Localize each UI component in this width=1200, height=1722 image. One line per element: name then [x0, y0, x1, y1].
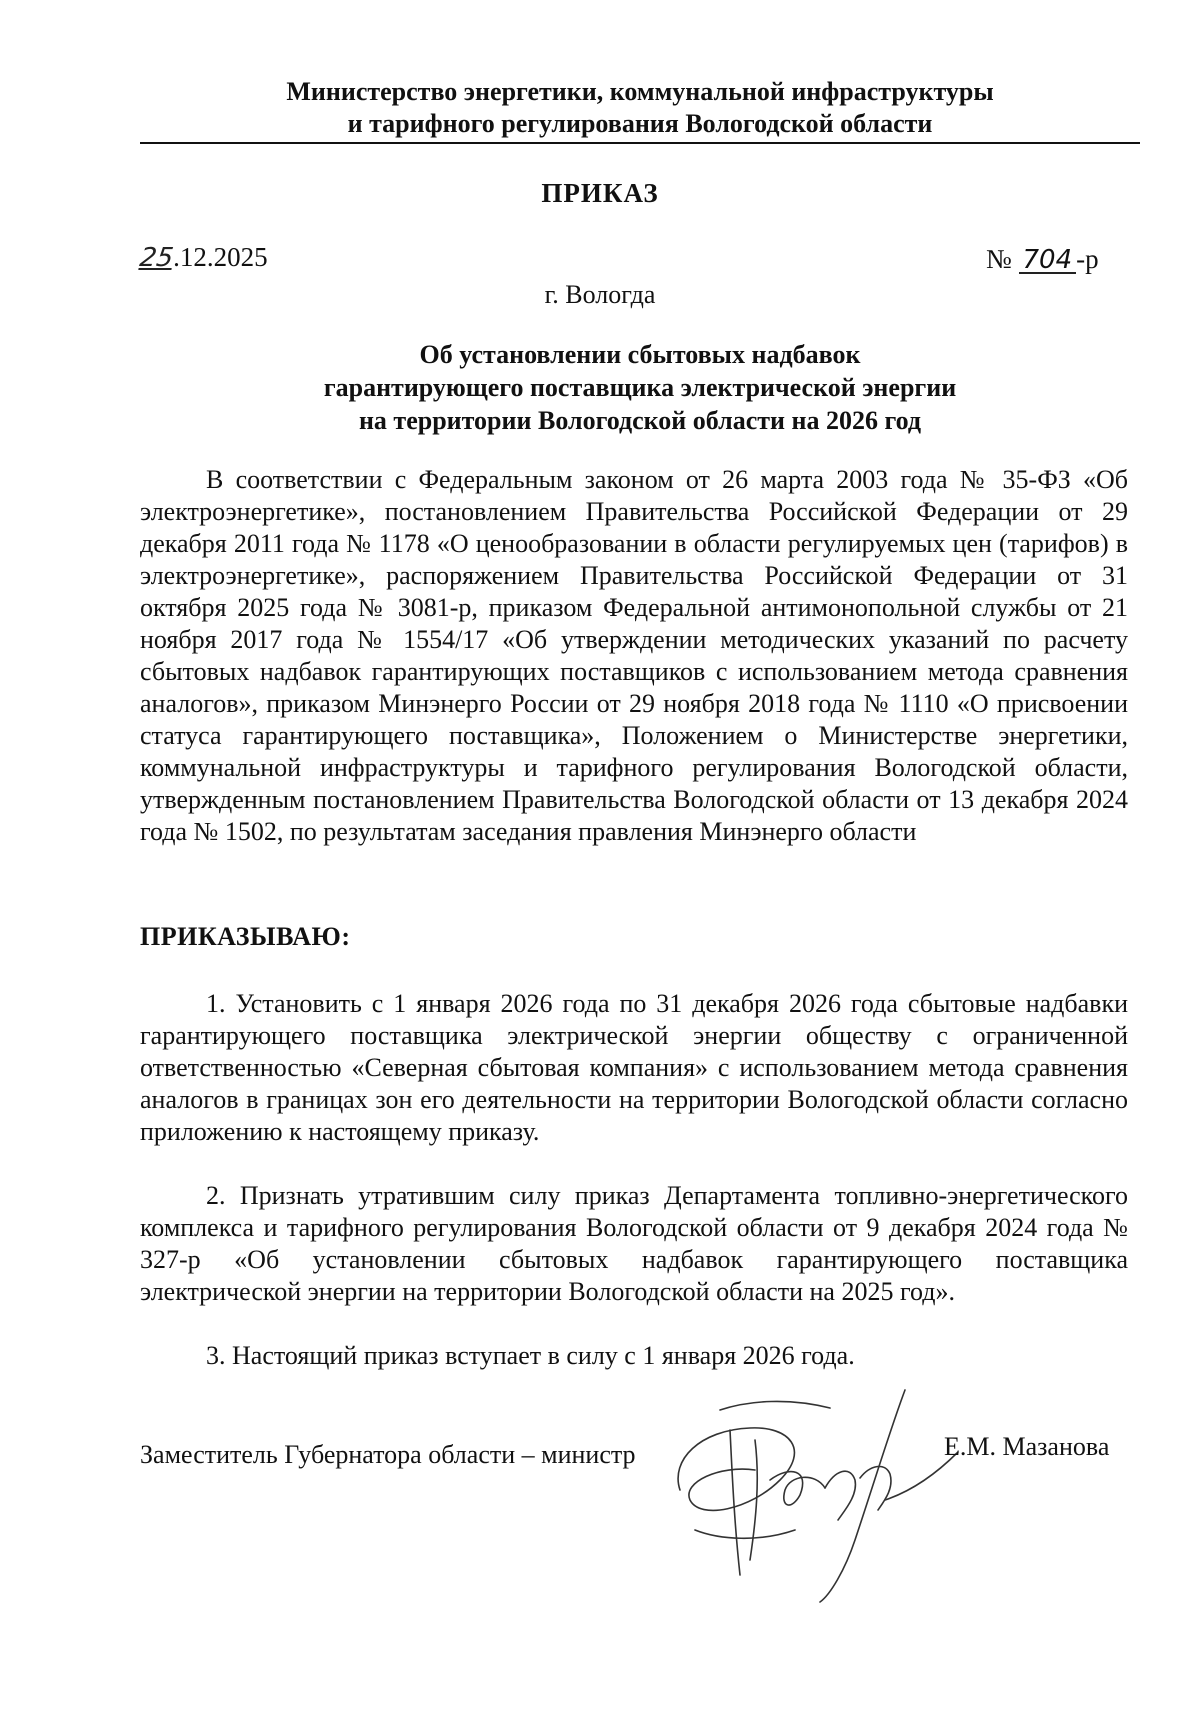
- order-date: [137, 242, 268, 273]
- order-number: [986, 244, 1099, 275]
- preamble-paragraph: В соответствии с Федеральным законом от 26 марта 2003 года № 35-ФЗ «Об электроэнергетике», постановлением Правительства Российской Федерации от 29 декабря 2011 года № 1178 «О ценообразовании в области регулируемых цен (тарифов) в электроэнергетике», распоряжением Правительства Российской Федерации от 31 октября 2025 года № 3081-р, приказом Федеральной антимонопольной службы от 21 ноября 2017 года № 1554/17 «Об утверждении методических указаний по расчету сбытовых надбавок гарантирующих поставщиков с использованием метода сравнения аналогов», приказом Минэнерго России от 29 ноября 2018 года № 1110 «О присвоении статуса гарантирующего поставщика», Положением о Министерстве энергетики, коммунальной инфраструктуры и тарифного регулирования Вологодской области, утвержденным постановлением Правительства Вологодской области от 13 декабря 2024 года № 1502, по результатам заседания правления Минэнерго области: [140, 465, 1128, 846]
- city: г. Вологда: [544, 280, 656, 309]
- number-prefix: №: [986, 244, 1019, 274]
- signatory-name: Е.М. Мазанова: [944, 1432, 1110, 1461]
- header-divider: [140, 142, 1140, 144]
- date-rest: .12.2025: [173, 242, 268, 272]
- signatory-position: Заместитель Губернатора области – министр: [140, 1440, 636, 1469]
- document-type-title: ПРИКАЗ: [541, 178, 659, 208]
- number-suffix: -р: [1076, 244, 1099, 274]
- organization-name-line1: Министерство энергетики, коммунальной инфраструктуры: [286, 77, 994, 106]
- order-item-3: 3. Настоящий приказ вступает в силу с 1 января 2026 года.: [206, 1341, 855, 1370]
- subject-line3: на территории Вологодской области на 2026 год: [358, 406, 922, 435]
- decree-word: ПРИКАЗЫВАЮ:: [140, 922, 351, 951]
- organization-name-line2: и тарифного регулирования Вологодской области: [347, 109, 933, 138]
- order-item-1: 1. Установить с 1 января 2026 года по 31 декабря 2026 года сбытовые надбавки гарантирующего поставщика электрической энергии обществу с ограниченной ответственностью «Северная сбытовая компания» с использованием метода сравнения аналогов в границах зон его деятельности на территории Вологодской области согласно приложению к настоящему приказу.: [140, 989, 1128, 1146]
- handwritten-signature: [660, 1370, 960, 1610]
- subject-line1: Об установлении сбытовых надбавок: [419, 340, 861, 369]
- order-item-2: 2. Признать утратившим силу приказ Департамента топливно-энергетического комплекса и тарифного регулирования Вологодской области от 9 декабря 2024 года № 327-р «Об установлении сбытовых надбавок гарантирующего поставщика электрической энергии на территории Вологодской области на 2025 год».: [140, 1181, 1128, 1306]
- subject-line2: гарантирующего поставщика электрической энергии: [323, 373, 957, 402]
- handwritten-number: 704: [1019, 248, 1077, 274]
- handwritten-day: 25: [137, 243, 176, 273]
